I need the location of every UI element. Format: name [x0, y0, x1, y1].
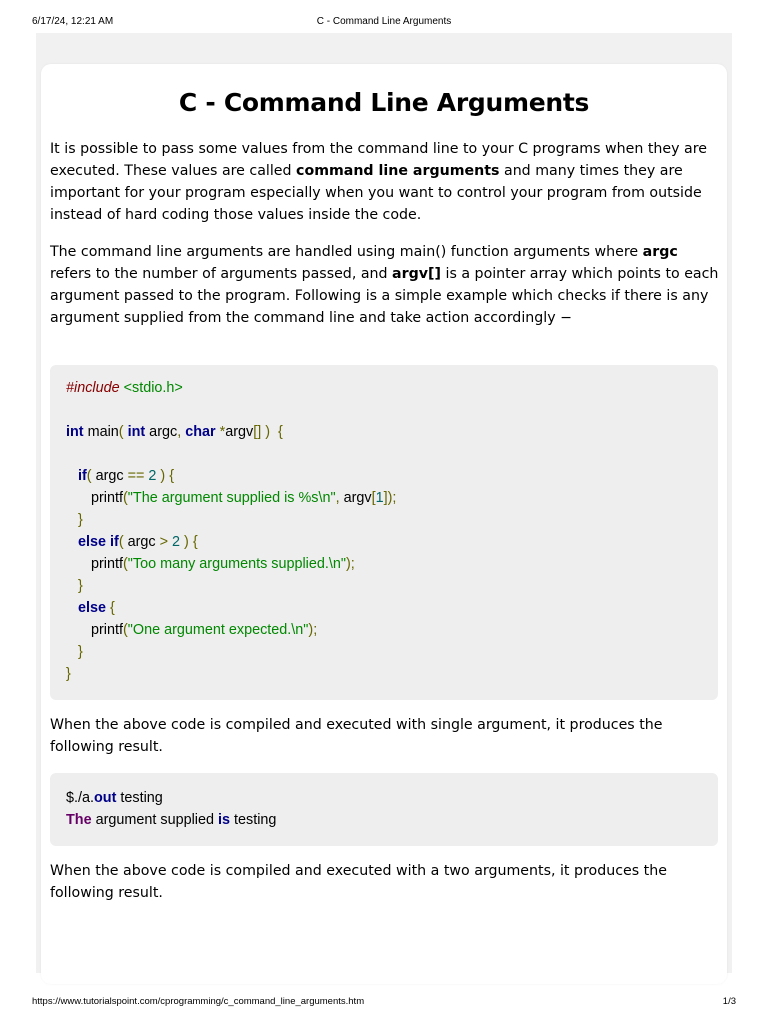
- code-token: 1: [375, 490, 384, 506]
- code-token: argument supplied: [91, 812, 218, 828]
- argc-text-2: refers to the number of arguments passed, and: [50, 266, 393, 282]
- code-token: ,: [335, 490, 340, 506]
- code-token: ): [184, 534, 189, 550]
- code-token: if: [110, 534, 119, 550]
- code-line: [91, 553, 355, 575]
- code-token: }: [78, 578, 83, 594]
- code-line: [78, 641, 83, 663]
- code-token: int: [127, 424, 146, 440]
- code-token: argv: [225, 424, 254, 440]
- code-token: >: [159, 534, 169, 550]
- code-token: char: [185, 424, 216, 440]
- code-token: testing: [230, 812, 277, 828]
- code-token: (: [118, 534, 124, 550]
- code-token: The: [66, 812, 92, 828]
- code-token: {: [169, 468, 175, 484]
- intro-text-1: It is possible to pass some values from the command line to your C programs when they are executed. These values are called: [50, 141, 707, 179]
- code-token: main: [83, 424, 119, 440]
- code-line: [91, 619, 317, 641]
- code-token: ): [265, 424, 270, 440]
- code-token: if: [78, 468, 87, 484]
- code-token: "One argument expected.\n": [127, 622, 309, 638]
- code-token: ==: [127, 468, 145, 484]
- code-token: printf: [91, 490, 123, 506]
- argc-text-3: is a pointer array which points to each argument passed to the program. Following is a simple example which checks if there is any argument supplied from the command line and take action accordingly −: [50, 266, 719, 326]
- print-page-title: C - Command Line Arguments: [316, 16, 452, 27]
- code-token: <stdio.h>: [123, 380, 183, 396]
- code-line: [66, 809, 276, 831]
- code-line: [66, 787, 163, 809]
- code-token: {: [110, 600, 115, 616]
- code-token: $./a.: [66, 790, 95, 806]
- code-token: (: [123, 622, 128, 638]
- code-token: }: [66, 666, 71, 682]
- code-token: (: [86, 468, 92, 484]
- code-token: ]);: [383, 490, 397, 506]
- page-url: https://www.tutorialspoint.com/cprogramming/c_command_line_arguments.htm: [32, 996, 365, 1007]
- argv-term: argv[]: [392, 266, 441, 282]
- code-line: [78, 465, 174, 487]
- code-token: is: [218, 812, 231, 828]
- code-line: [78, 575, 83, 597]
- page-number: 1/3: [722, 996, 736, 1007]
- code-token: "Too many arguments supplied.\n": [127, 556, 346, 572]
- code-token: (: [123, 556, 128, 572]
- code-token: int: [66, 424, 84, 440]
- code-token: (: [118, 424, 124, 440]
- code-token: out: [94, 790, 117, 806]
- code-token: [: [371, 490, 376, 506]
- two-arguments-paragraph: When the above code is compiled and executed with a two arguments, it produces the following result.: [50, 863, 667, 901]
- argc-text-1: The command line arguments are handled using main() function arguments where: [50, 244, 643, 260]
- code-token: [270, 424, 278, 440]
- code-line: [66, 663, 71, 685]
- code-token: }: [78, 512, 83, 528]
- code-line: [78, 509, 83, 531]
- code-token: }: [78, 644, 83, 660]
- code-token: else: [78, 600, 107, 616]
- code-token: 2: [172, 534, 181, 550]
- code-token: []: [253, 424, 262, 440]
- code-token: );: [308, 622, 318, 638]
- single-argument-paragraph: When the above code is compiled and executed with single argument, it produces the following result.: [50, 717, 663, 755]
- code-token: "The argument supplied is %s\n": [127, 490, 336, 506]
- code-token: {: [192, 534, 198, 550]
- intro-paragraph: [50, 138, 722, 226]
- intro-text-2: and many times they are important for your program especially when you want to control your program from outside instead of hard coding those values inside the code.: [50, 163, 702, 223]
- code-line: [78, 597, 115, 619]
- code-token: argc: [145, 424, 178, 440]
- output-example-block[interactable]: [50, 773, 718, 846]
- code-token: argc: [91, 468, 128, 484]
- code-token: printf: [91, 556, 123, 572]
- code-token: argc: [123, 534, 160, 550]
- page-title: C - Command Line Arguments: [178, 88, 590, 117]
- code-token: testing: [116, 790, 163, 806]
- code-token: *: [219, 424, 226, 440]
- code-token: else: [78, 534, 107, 550]
- code-token: ,: [177, 424, 182, 440]
- code-token: 2: [148, 468, 157, 484]
- code-token: argv: [339, 490, 372, 506]
- intro-bold-term: command line arguments: [296, 163, 500, 179]
- code-line: [91, 487, 396, 509]
- print-date: 6/17/24, 12:21 AM: [32, 16, 114, 27]
- print-footer: [32, 996, 736, 1010]
- code-token: printf: [91, 622, 123, 638]
- code-token: );: [346, 556, 355, 572]
- code-token: #include: [66, 380, 124, 396]
- code-line: [66, 421, 283, 443]
- code-line: [78, 531, 198, 553]
- argc-argv-paragraph: [50, 241, 722, 329]
- code-line: [66, 377, 183, 399]
- code-token: (: [123, 490, 128, 506]
- print-header: [32, 16, 736, 30]
- argc-term: argc: [642, 244, 678, 260]
- code-token: ): [160, 468, 166, 484]
- code-example-block[interactable]: [50, 365, 718, 700]
- code-token: {: [278, 424, 283, 440]
